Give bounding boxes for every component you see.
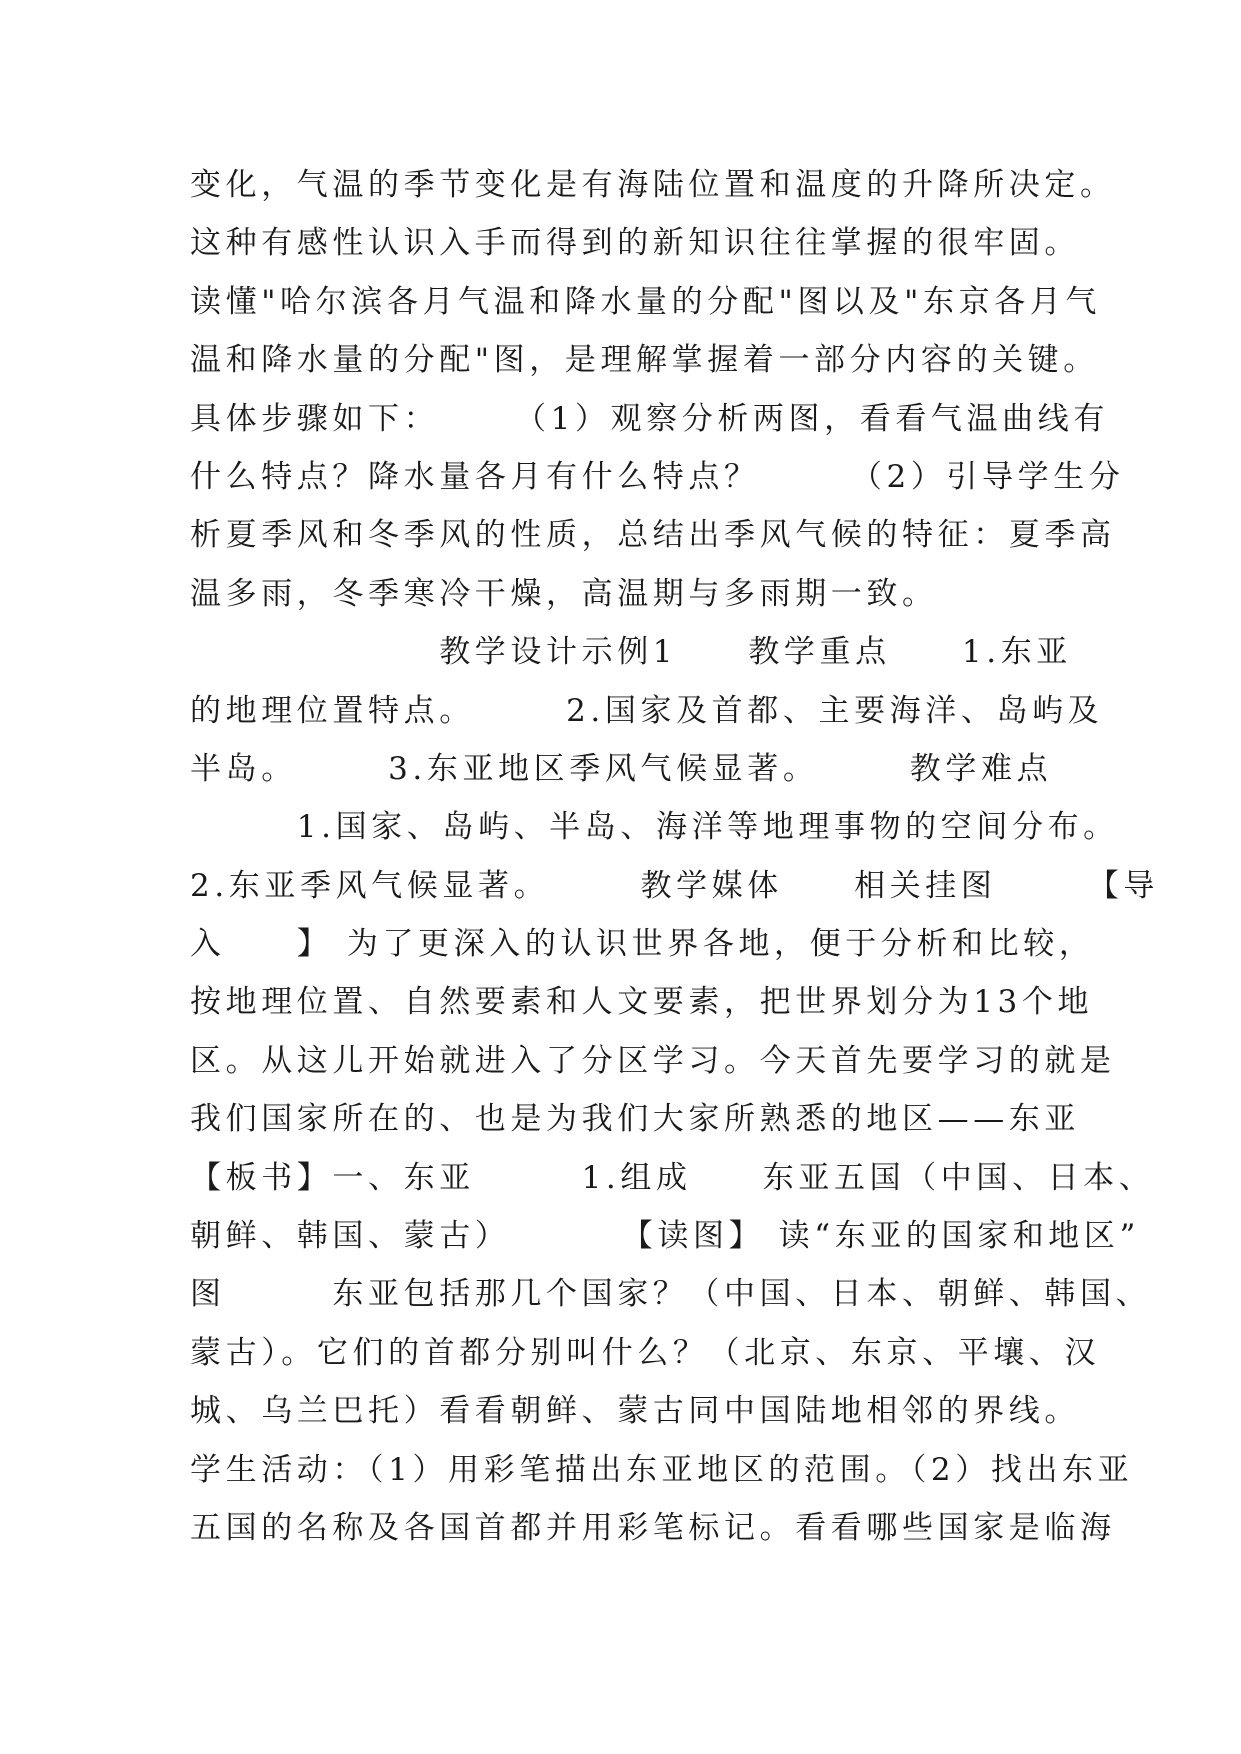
text-line: 的地理位置特点。 2.国家及首都、主要海洋、岛屿及 <box>190 692 1104 729</box>
text-line: 2.东亚季风气候显著。 教学媒体 相关挂图 【导 <box>190 867 1159 904</box>
text-line: 区。从这儿开始就进入了分区学习。今天首先要学习的就是 <box>190 1042 1116 1079</box>
text-line: 这种有感性认识入手而得到的新知识往往掌握的很牢固。 <box>190 225 1080 262</box>
document-body <box>190 156 1159 1557</box>
text-line: 1.国家、岛屿、半岛、海洋等地理事物的空间分布。 <box>190 809 1119 846</box>
text-line: 读懂"哈尔滨各月气温和降水量的分配"图以及"东京各月气 <box>190 283 1101 320</box>
text-line: 图 东亚包括那几个国家？（中国、日本、朝鲜、韩国、 <box>190 1276 1152 1313</box>
text-line: 教学设计示例1 教学重点 1.东亚 <box>190 634 1072 671</box>
text-line: 析夏季风和冬季风的性质，总结出季风气候的特征：夏季高 <box>190 517 1116 554</box>
text-line: 城、乌兰巴托）看看朝鲜、蒙古同中国陆地相邻的界线。 <box>190 1393 1080 1430</box>
text-line: 具体步骤如下： （1）观察分析两图，看看气温曲线有 <box>190 400 1109 437</box>
text-line: 温多雨，冬季寒冷干燥，高温期与多雨期一致。 <box>190 575 938 612</box>
text-line: 学生活动：（1）用彩笔描出东亚地区的范围。（2）找出东亚 <box>190 1451 1134 1488</box>
text-line: 变化，气温的季节变化是有海陆位置和温度的升降所决定。 <box>190 167 1116 203</box>
text-line: 温和降水量的分配"图，是理解掌握着一部分内容的关键。 <box>190 342 1099 379</box>
text-line: 按地理位置、自然要素和人文要素，把世界划分为13个地 <box>190 984 1094 1021</box>
text-line: 五国的名称及各国首都并用彩笔标记。看看哪些国家是临海 <box>190 1509 1116 1546</box>
text-line: 入 】 为了更深入的认识世界各地，便于分析和比较， <box>190 926 1095 963</box>
text-line: 朝鲜、韩国、蒙古） 【读图】 读“东亚的国家和地区” <box>190 1218 1140 1255</box>
text-line: 蒙古）。它们的首都分别叫什么？（北京、东京、平壤、汉 <box>190 1334 1101 1371</box>
text-line: 半岛。 3.东亚地区季风气候显著。 教学难点 <box>190 750 1053 787</box>
text-line: 什么特点？降水量各月有什么特点？ （2）引导学生分 <box>190 458 1125 495</box>
text-line: 【板书】一、东亚 1.组成 东亚五国（中国、日本、 <box>190 1159 1155 1196</box>
text-line: 我们国家所在的、也是为我们大家所熟悉的地区——东亚 <box>190 1101 1080 1138</box>
